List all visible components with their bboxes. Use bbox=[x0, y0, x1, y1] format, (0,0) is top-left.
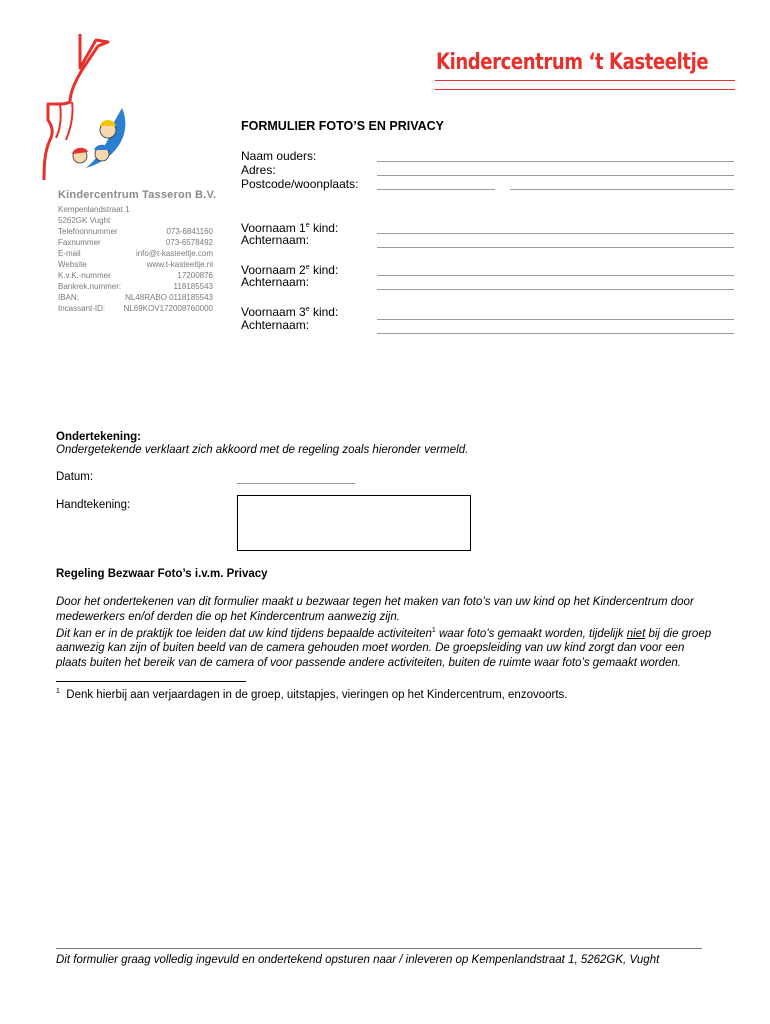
info-row: E-mail info@t-kasteeltje.com bbox=[58, 249, 213, 258]
info-row: Faxnummer 073-6578492 bbox=[58, 238, 213, 247]
achternaam-kind-3-label: Achternaam: bbox=[241, 318, 310, 332]
info-row: Website www.t-kasteeltje.nl bbox=[58, 260, 213, 269]
ondertekening-heading: Ondertekening: bbox=[56, 431, 141, 443]
footnote: $^1$ Denk hierbij aan verjaardagen in de groep, uitstapjes, vieringen op het Kindercentrum, enzovoorts. bbox=[56, 688, 568, 701]
info-row: Incassant-ID: NL69KOV172008760000 bbox=[58, 304, 213, 313]
regeling-text bbox=[56, 595, 716, 670]
info-row: Bankrek.nummer: 118185543 bbox=[58, 282, 213, 291]
achternaam-kind-1-label: Achternaam: bbox=[241, 233, 310, 247]
form-title: FORMULIER FOTO’S EN PRIVACY bbox=[241, 119, 445, 133]
company-info bbox=[58, 204, 213, 314]
achternaam-kind-3-field[interactable] bbox=[377, 333, 734, 334]
handtekening-label: Handtekening: bbox=[56, 499, 131, 511]
postcode-field[interactable] bbox=[377, 189, 495, 190]
voornaam-kind-3-field[interactable] bbox=[377, 319, 734, 320]
handtekening-box[interactable] bbox=[237, 495, 471, 551]
datum-field[interactable] bbox=[237, 483, 355, 484]
voornaam-kind-1-label: Voornaam 1e kind: bbox=[241, 221, 339, 235]
adres-label: Adres: bbox=[241, 163, 276, 177]
naam-ouders-field[interactable] bbox=[377, 161, 734, 162]
regeling-p1: Door het ondertekenen van dit formulier maakt u bezwaar tegen het maken van foto’s van uw kind op het Kindercentrum door medewerkers en/of derden die op het Kindercentrum aanwezig zijn. bbox=[56, 596, 694, 623]
company-address1: Kempenlandstraat 1 bbox=[58, 205, 130, 214]
adres-field[interactable] bbox=[377, 175, 734, 176]
voornaam-kind-1-field[interactable] bbox=[377, 233, 734, 234]
info-row: IBAN: NL48RABO 0118185543 bbox=[58, 293, 213, 302]
voornaam-kind-2-label: Voornaam 2e kind: bbox=[241, 263, 339, 277]
footer-rule bbox=[56, 948, 702, 949]
achternaam-kind-2-label: Achternaam: bbox=[241, 275, 310, 289]
woonplaats-field[interactable] bbox=[510, 189, 734, 190]
naam-ouders-label: Naam ouders: bbox=[241, 149, 317, 163]
postcode-label: Postcode/woonplaats: bbox=[241, 177, 359, 191]
logo-castle-icon bbox=[36, 30, 136, 180]
regeling-p2: Dit kan er in de praktijk toe leiden dat uw kind tijdens bepaalde activiteiten$^1$ waar foto’s gemaakt worden, tijdelijk niet bij die groep aanwezig kan zijn of buiten beeld van de camera gehouden moet worden. De groepsleiding van uw kind zorgt dan voor een plaats buiten het bereik van de camera of voor passende andere activiteiten, buiten de ruimte waar foto’s gemaakt worden. bbox=[56, 627, 712, 669]
regeling-heading: Regeling Bezwaar Foto’s i.v.m. Privacy bbox=[56, 568, 268, 580]
voornaam-kind-2-field[interactable] bbox=[377, 275, 734, 276]
datum-label: Datum: bbox=[56, 471, 94, 483]
footnote-rule bbox=[56, 681, 246, 682]
achternaam-kind-2-field[interactable] bbox=[377, 289, 734, 290]
brand-title: Kindercentrum ‘t Kasteeltje bbox=[436, 50, 709, 75]
company-name: Kindercentrum Tasseron B.V. bbox=[58, 189, 217, 201]
footer-text: Dit formulier graag volledig ingevuld en ondertekend opsturen naar / inleveren op Kempenlandstraat 1, 5262GK, Vught bbox=[56, 954, 660, 966]
info-row: Telefoonnummer 073-6841160 bbox=[58, 227, 213, 236]
ondertekening-statement: Ondergetekende verklaart zich akkoord met de regeling zoals hieronder vermeld. bbox=[56, 444, 469, 456]
achternaam-kind-1-field[interactable] bbox=[377, 247, 734, 248]
voornaam-kind-3-label: Voornaam 3e kind: bbox=[241, 305, 339, 319]
info-row: K.v.K.-nummer 17200876 bbox=[58, 271, 213, 280]
company-address2: 5262GK Vught bbox=[58, 216, 111, 225]
brand-rule bbox=[435, 80, 735, 81]
brand-rule bbox=[435, 89, 735, 90]
